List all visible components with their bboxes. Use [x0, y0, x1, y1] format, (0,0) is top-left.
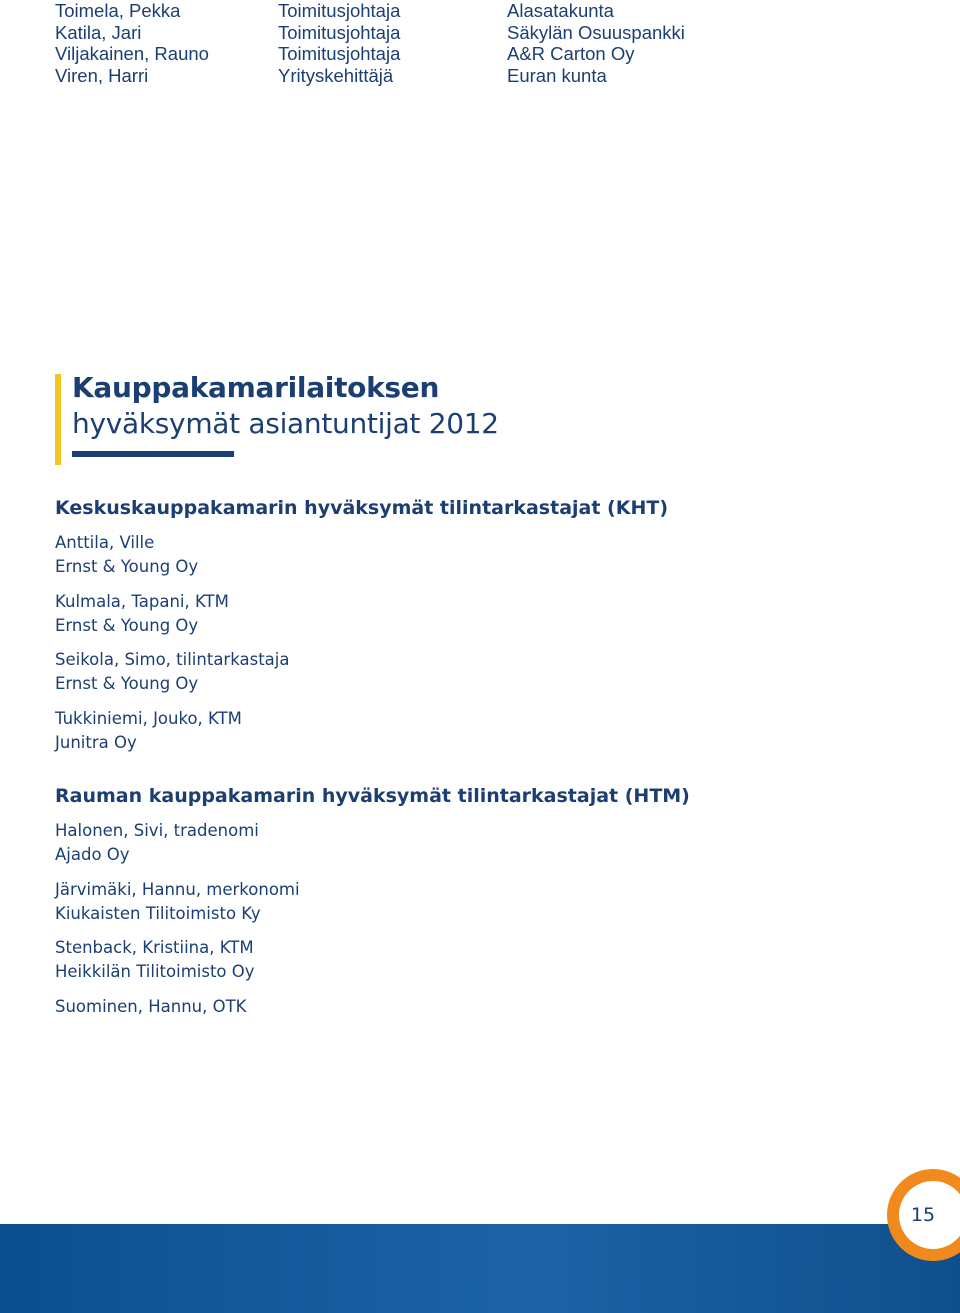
- heading-line-2: hyväksymät asiantuntijat 2012: [72, 407, 499, 440]
- table-cell-organization: A&R Carton Oy: [507, 43, 635, 65]
- list-item: [55, 648, 915, 696]
- section-htm: [55, 784, 915, 1029]
- section-title: Rauman kauppakamarin hyväksymät tilintarkastajat (HTM): [55, 785, 690, 807]
- footer-band: [0, 1224, 960, 1313]
- table-cell-title: Toimitusjohtaja: [278, 43, 401, 65]
- table-cell-name: Viren, Harri: [55, 64, 149, 86]
- person-name: Kulmala, Tapani, KTM: [55, 591, 229, 611]
- table-cell-organization: Euran kunta: [507, 64, 607, 86]
- table-cell-title: Toimitusjohtaja: [278, 21, 401, 43]
- person-name: Suominen, Hannu, OTK: [55, 996, 247, 1016]
- company-name: Ajado Oy: [55, 845, 130, 864]
- table-cell-name: Katila, Jari: [55, 21, 142, 43]
- list-item: [55, 936, 915, 984]
- person-name: Halonen, Sivi, tradenomi: [55, 821, 259, 840]
- person-name: Anttila, Ville: [55, 533, 155, 552]
- page-heading: [72, 370, 499, 442]
- section-title: Keskuskauppakamarin hyväksymät tilintarkastajat (KHT): [55, 497, 669, 519]
- company-name: Kiukaisten Tilitoimisto Ky: [55, 903, 261, 923]
- company-name: Junitra Oy: [55, 732, 137, 752]
- company-name: Ernst & Young Oy: [55, 615, 199, 635]
- table-cell-organization: Alasatakunta: [507, 0, 614, 21]
- list-item: [55, 707, 915, 755]
- heading-line-1: Kauppakamarilaitoksen: [72, 371, 440, 404]
- person-name: Stenback, Kristiina, KTM: [55, 938, 254, 958]
- list-item: [55, 531, 915, 579]
- table-cell-name: Viljakainen, Rauno: [55, 43, 209, 65]
- company-name: Ernst & Young Oy: [55, 674, 199, 694]
- person-name: Järvimäki, Hannu, merkonomi: [55, 879, 300, 899]
- table-cell-title: Yrityskehittäjä: [278, 64, 394, 86]
- list-item: [55, 995, 915, 1019]
- company-name: Heikkilän Tilitoimisto Oy: [55, 962, 255, 982]
- section-kht: [55, 496, 915, 765]
- page-number: 15: [910, 1204, 936, 1226]
- table-cell-organization: Säkylän Osuuspankki: [507, 21, 685, 43]
- heading-accent-bar: [55, 374, 61, 465]
- company-name: Ernst & Young Oy: [55, 557, 199, 576]
- table-cell-name: Toimela, Pekka: [55, 0, 181, 21]
- table-cell-title: Toimitusjohtaja: [278, 0, 401, 21]
- list-item: [55, 590, 915, 638]
- person-name: Seikola, Simo, tilintarkastaja: [55, 650, 290, 670]
- list-item: [55, 878, 915, 926]
- list-item: [55, 819, 915, 867]
- heading-underline: [72, 451, 234, 457]
- person-name: Tukkiniemi, Jouko, KTM: [55, 708, 242, 728]
